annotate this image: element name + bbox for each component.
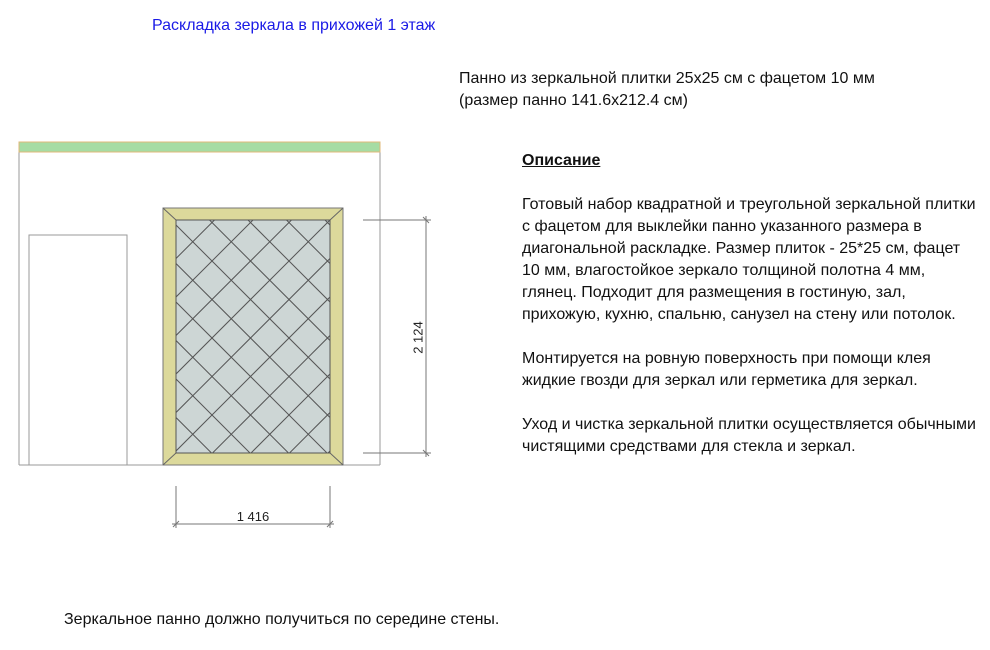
page-title: Раскладка зеркала в прихожей 1 этаж: [152, 17, 436, 34]
footer-note: Зеркальное панно должно получиться по середине стены.: [64, 611, 500, 628]
description-paragraph: Уход и чистка зеркальной плитки осуществляется обычными чистящими средствами для стекла и зеркал.: [522, 416, 976, 455]
description: [522, 150, 982, 480]
panel-spec-line1: Панно из зеркальной плитки 25x25 см с фацетом 10 мм: [459, 70, 875, 87]
ceiling-band: [19, 142, 380, 152]
height-dimension-label: 2 124: [410, 321, 426, 354]
door: [29, 235, 127, 465]
description-paragraph: Монтируется на ровную поверхность при помощи клея жидкие гвозди для зеркал или герметика для зеркал.: [522, 350, 931, 389]
description-paragraph: Готовый набор квадратной и треугольной зеркальной плитки с фацетом для выклейки панно указанного размера в диагональной раскладке. Размер плиток - 25*25 см, фацет 10 мм, влагостойкое зеркало толщиной полотна 4 мм, глянец. Подходит для размещения в гостиную, зал, прихожую, кухню, спальню, санузел на стену или потолок.: [522, 196, 976, 323]
width-dimension-label: 1 416: [236, 509, 270, 524]
description-heading: Описание: [522, 152, 601, 169]
panel-spec-line2: (размер панно 141.6x212.4 см): [459, 92, 688, 109]
